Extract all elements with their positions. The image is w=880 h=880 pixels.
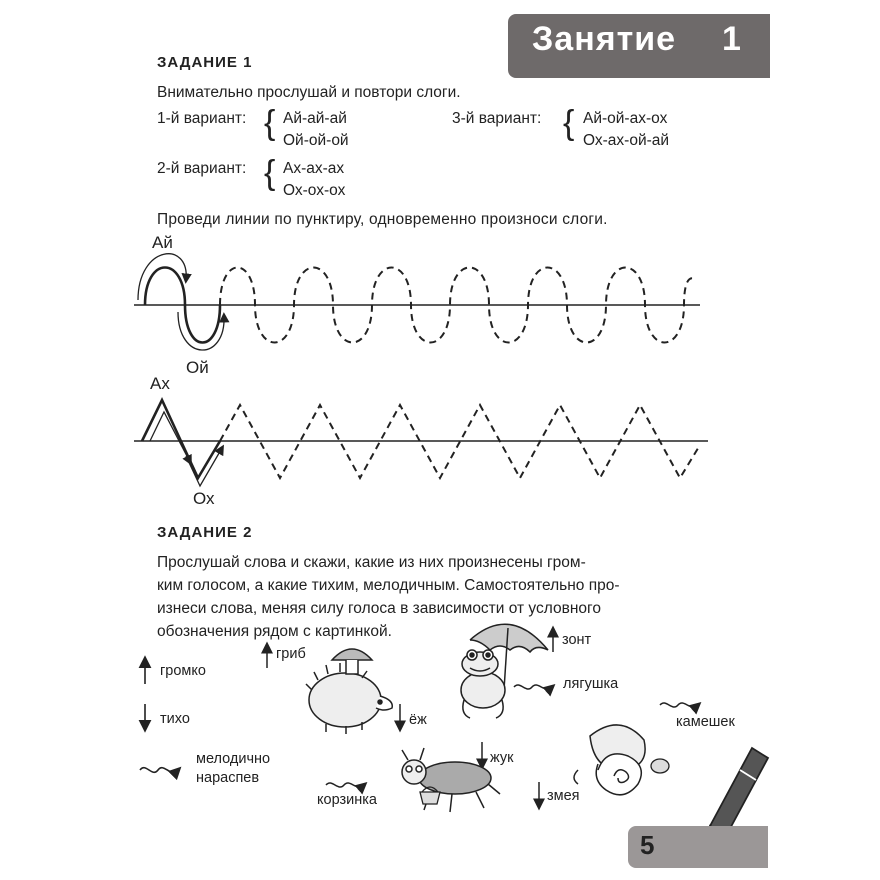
lyagushka-wave-arrow-icon [514, 685, 552, 689]
word-lyagushka: лягушка [563, 676, 619, 692]
page-number: 5 [640, 830, 655, 860]
task2-paragraph-line: изнеси слова, меняя силу голоса в зависимости от условного [157, 600, 601, 617]
task2-paragraph-line: обозначения рядом с картинкой. [157, 623, 392, 640]
variant-3-line-1: Ай-ой-ах-ох [583, 110, 668, 127]
wave-label-top: Ай [152, 233, 173, 252]
lesson-title: Занятие [532, 20, 677, 58]
word-kameshek: камешек [676, 714, 735, 730]
task2-heading: ЗАДАНИЕ 2 [157, 524, 253, 541]
legend-quiet: тихо [160, 711, 190, 727]
variant-1-line-1: Ай-ай-ай [283, 110, 347, 127]
pebble-icon [651, 759, 669, 773]
kameshek-wave-arrow-icon [660, 703, 698, 707]
wave-label-bottom: Ой [186, 358, 209, 377]
frog-icon [461, 650, 505, 718]
task2-paragraph-line: Прослушай слова и скажи, какие из них произнесены гром- [157, 554, 586, 571]
korzinka-wave-arrow-icon [326, 783, 364, 787]
variant-3-line-2: Ох-ах-ой-ай [583, 132, 670, 149]
word-ezh: ёж [409, 712, 427, 728]
variant-2-brace: { [264, 154, 276, 192]
variant-3-label: 3-й вариант: [452, 110, 542, 127]
zigzag-label-top: Ах [150, 374, 170, 393]
mushroom-icon [332, 649, 372, 674]
legend-melodic-1: мелодично [196, 751, 271, 767]
legend-wave-arrow-icon [140, 768, 178, 773]
word-korzinka: корзинка [317, 792, 377, 808]
beetle-icon [402, 748, 500, 812]
trace-instruction: Проведи линии по пунктиру, одновременно произноси слоги. [157, 211, 608, 228]
word-zhuk: жук [490, 750, 514, 766]
variant-1-line-2: Ой-ой-ой [283, 132, 349, 149]
zigzag-label-bottom: Ох [193, 489, 215, 508]
variant-2-label: 2-й вариант: [157, 160, 247, 177]
snail-icon [574, 725, 645, 795]
variant-3-brace: { [563, 104, 575, 142]
variant-1-label: 1-й вариант: [157, 110, 247, 127]
variant-2-line-1: Ах-ах-ах [283, 160, 345, 177]
task2-paragraph-line: ким голосом, а какие тихим, мелодичным. Самостоятельно про- [157, 577, 620, 594]
word-zont: зонт [562, 632, 592, 648]
lesson-number: 1 [722, 20, 741, 58]
word-grib: гриб [276, 646, 306, 662]
variant-1-brace: { [264, 104, 276, 142]
word-zmeya: змея [547, 788, 580, 804]
task1-heading: ЗАДАНИЕ 1 [157, 54, 253, 71]
task1-instruction: Внимательно прослушай и повтори слоги. [157, 84, 461, 101]
variant-2-line-2: Ох-ох-ох [283, 182, 346, 199]
legend-loud: громко [160, 663, 206, 679]
legend-melodic-2: нараспев [196, 770, 260, 786]
